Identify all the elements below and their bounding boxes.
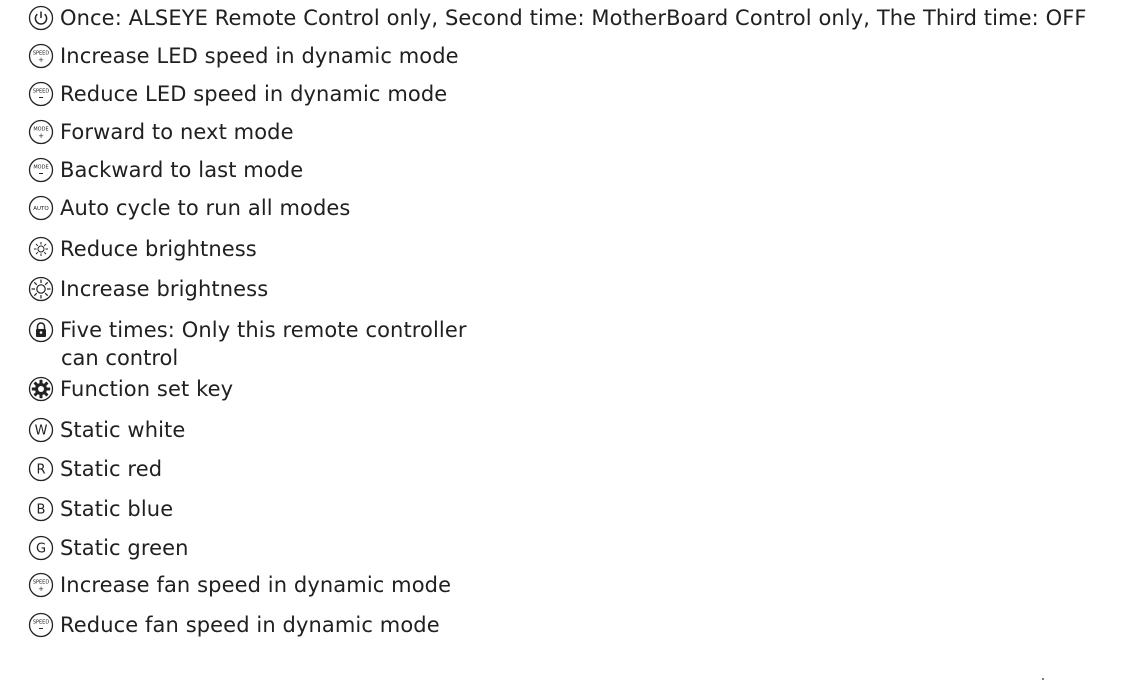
item-label: Backward to last mode bbox=[60, 158, 304, 182]
brightness-down-icon bbox=[28, 236, 54, 262]
g-icon bbox=[28, 535, 54, 561]
item-label: Increase fan speed in dynamic mode bbox=[60, 573, 452, 597]
list-item-lock bbox=[28, 317, 467, 343]
stray-dot bbox=[1042, 678, 1044, 680]
item-label: Static white bbox=[60, 418, 186, 442]
list-item-power bbox=[28, 5, 1087, 31]
item-label-continuation: can control bbox=[61, 346, 179, 370]
lock-icon bbox=[28, 317, 54, 343]
icon-text: G bbox=[35, 541, 47, 557]
item-label: Reduce fan speed in dynamic mode bbox=[60, 613, 440, 637]
list-item-brightness-up bbox=[28, 276, 268, 302]
icon-text: SPEED bbox=[32, 88, 50, 95]
fan-speed-up-icon bbox=[28, 572, 54, 598]
list-item-mode-forward bbox=[28, 119, 294, 145]
item-label: Static blue bbox=[60, 497, 174, 521]
icon-text: B bbox=[36, 502, 46, 518]
item-label: Auto cycle to run all modes bbox=[60, 196, 351, 220]
item-label: Static red bbox=[60, 457, 163, 481]
icon-text: MODE bbox=[33, 164, 49, 171]
item-label: Reduce LED speed in dynamic mode bbox=[60, 82, 448, 106]
list-item-fan-speed-down bbox=[28, 612, 440, 638]
item-label: Increase LED speed in dynamic mode bbox=[60, 44, 459, 68]
r-icon bbox=[28, 456, 54, 482]
list-item-led-speed-down bbox=[28, 81, 447, 107]
icon-text: W bbox=[34, 423, 48, 439]
mode-up-icon bbox=[28, 119, 54, 145]
list-item-led-speed-up bbox=[28, 43, 459, 69]
icon-text: SPEED bbox=[32, 579, 50, 586]
icon-text: SPEED bbox=[32, 50, 50, 57]
item-label: Once: ALSEYE Remote Control only, Second time: MotherBoard Control only, The Third time: OFF bbox=[60, 6, 1087, 30]
item-label: Increase brightness bbox=[60, 277, 269, 301]
list-item-static-red bbox=[28, 456, 162, 482]
list-item-fan-speed-up bbox=[28, 572, 451, 598]
icon-text: R bbox=[36, 462, 46, 478]
list-item-auto bbox=[28, 195, 350, 221]
speed-up-icon bbox=[28, 43, 54, 69]
list-item-mode-backward bbox=[28, 157, 303, 183]
list-item-static-white bbox=[28, 417, 185, 443]
w-icon bbox=[28, 417, 54, 443]
item-label: Forward to next mode bbox=[60, 120, 294, 144]
icon-text: SPEED bbox=[32, 619, 50, 626]
b-icon bbox=[28, 496, 54, 522]
item-label: Static green bbox=[60, 536, 189, 560]
icon-text: MODE bbox=[33, 126, 49, 133]
fan-speed-down-icon bbox=[28, 612, 54, 638]
item-label: Five times: Only this remote controller bbox=[60, 318, 467, 342]
list-item-static-green bbox=[28, 535, 189, 561]
item-label: Reduce brightness bbox=[60, 237, 257, 261]
icon-text: AUTO bbox=[33, 206, 49, 212]
item-label: Function set key bbox=[60, 377, 234, 401]
power-icon bbox=[28, 5, 54, 31]
svg-text:+: + bbox=[38, 132, 44, 140]
gear-icon bbox=[28, 376, 54, 402]
list-item-function-set bbox=[28, 376, 233, 402]
list-item-static-blue bbox=[28, 496, 173, 522]
auto-icon bbox=[28, 195, 54, 221]
svg-text:+: + bbox=[38, 585, 44, 593]
list-item-brightness-down bbox=[28, 236, 257, 262]
svg-text:+: + bbox=[38, 56, 44, 64]
mode-down-icon bbox=[28, 157, 54, 183]
brightness-up-icon bbox=[28, 276, 54, 302]
speed-down-icon bbox=[28, 81, 54, 107]
